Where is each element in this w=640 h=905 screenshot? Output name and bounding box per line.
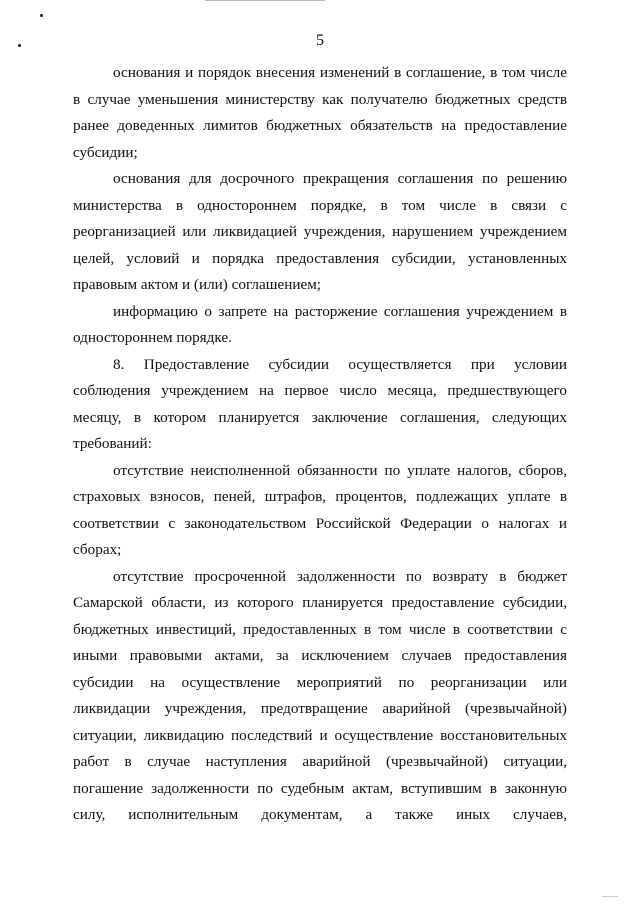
text-line: Самарской области, из которого планируется предоставление субсидии, (73, 594, 567, 611)
text-line: министерства в одностороннем порядке, в том числе в связи с (73, 196, 567, 214)
text-line: целей, условий и порядка предоставления субсидии, установленных (73, 249, 567, 267)
text-line: требований: (73, 435, 152, 452)
text-line: правовым актом и (или) соглашением; (73, 276, 322, 293)
text-line: основания и порядок внесения изменений в соглашение, в том числе (113, 64, 567, 81)
scan-corner-mark (602, 896, 618, 897)
text-line: бюджетных инвестиций, предоставленных в том числе в соответствии с (73, 620, 567, 638)
paragraph-no-overdue-debt (73, 564, 567, 829)
text-line: 8. Предоставление субсидии осуществляется при условии (113, 355, 567, 373)
text-line: силу, исполнительным документам, а также иных случаев, (73, 806, 567, 823)
text-line: информацию о запрете на расторжение соглашения учреждением в (113, 302, 567, 320)
text-line: иными правовыми актами, за исключением случаев предоставления (73, 647, 567, 664)
text-line: субсидии; (73, 143, 138, 161)
paragraph-clause-8 (73, 352, 567, 458)
text-line: страховых взносов, пеней, штрафов, процентов, подлежащих уплате в (73, 488, 567, 505)
text-line: одностороннем порядке. (73, 329, 232, 346)
text-line: ликвидации учреждения, предотвращение аварийной (чрезвычайной) (73, 700, 567, 717)
text-line: реорганизацией или ликвидацией учреждения, нарушением учреждением (73, 223, 567, 240)
text-line: соблюдения учреждением на первое число месяца, предшествующего (73, 382, 567, 399)
text-line: сборах; (73, 541, 122, 558)
top-edge-rule (205, 0, 325, 1)
text-line: соответствии с законодательством Российской Федерации о налогах и (73, 514, 567, 532)
text-line: субсидии на осуществление мероприятий по реорганизации или (73, 673, 567, 691)
paragraph-early-termination (73, 166, 567, 299)
paragraph-no-tax-debt (73, 458, 567, 564)
text-line: погашение задолженности по судебным актам, вступившим в законную (73, 779, 567, 797)
text-line: в случае уменьшения министерству как получателю бюджетных средств (73, 90, 567, 108)
text-line: основания для досрочного прекращения соглашения по решению (113, 170, 567, 187)
text-line: отсутствие неисполненной обязанности по уплате налогов, сборов, (113, 461, 567, 479)
text-line: работ в случае наступления аварийной (чрезвычайной) ситуации, (73, 753, 567, 770)
text-line: месяцу, в котором планируется заключение соглашения, следующих (73, 408, 567, 426)
paragraph-termination-ban (73, 299, 567, 352)
text-line: ранее доведенных лимитов бюджетных обязательств на предоставление (73, 117, 567, 134)
text-line: отсутствие просроченной задолженности по возврату в бюджет (113, 567, 567, 585)
scan-speck (40, 14, 43, 17)
page-number: 5 (316, 32, 324, 49)
document-body (73, 60, 567, 829)
text-line: ситуации, ликвидацию последствий и осуществление восстановительных (73, 726, 567, 744)
paragraph-amendments (73, 60, 567, 166)
